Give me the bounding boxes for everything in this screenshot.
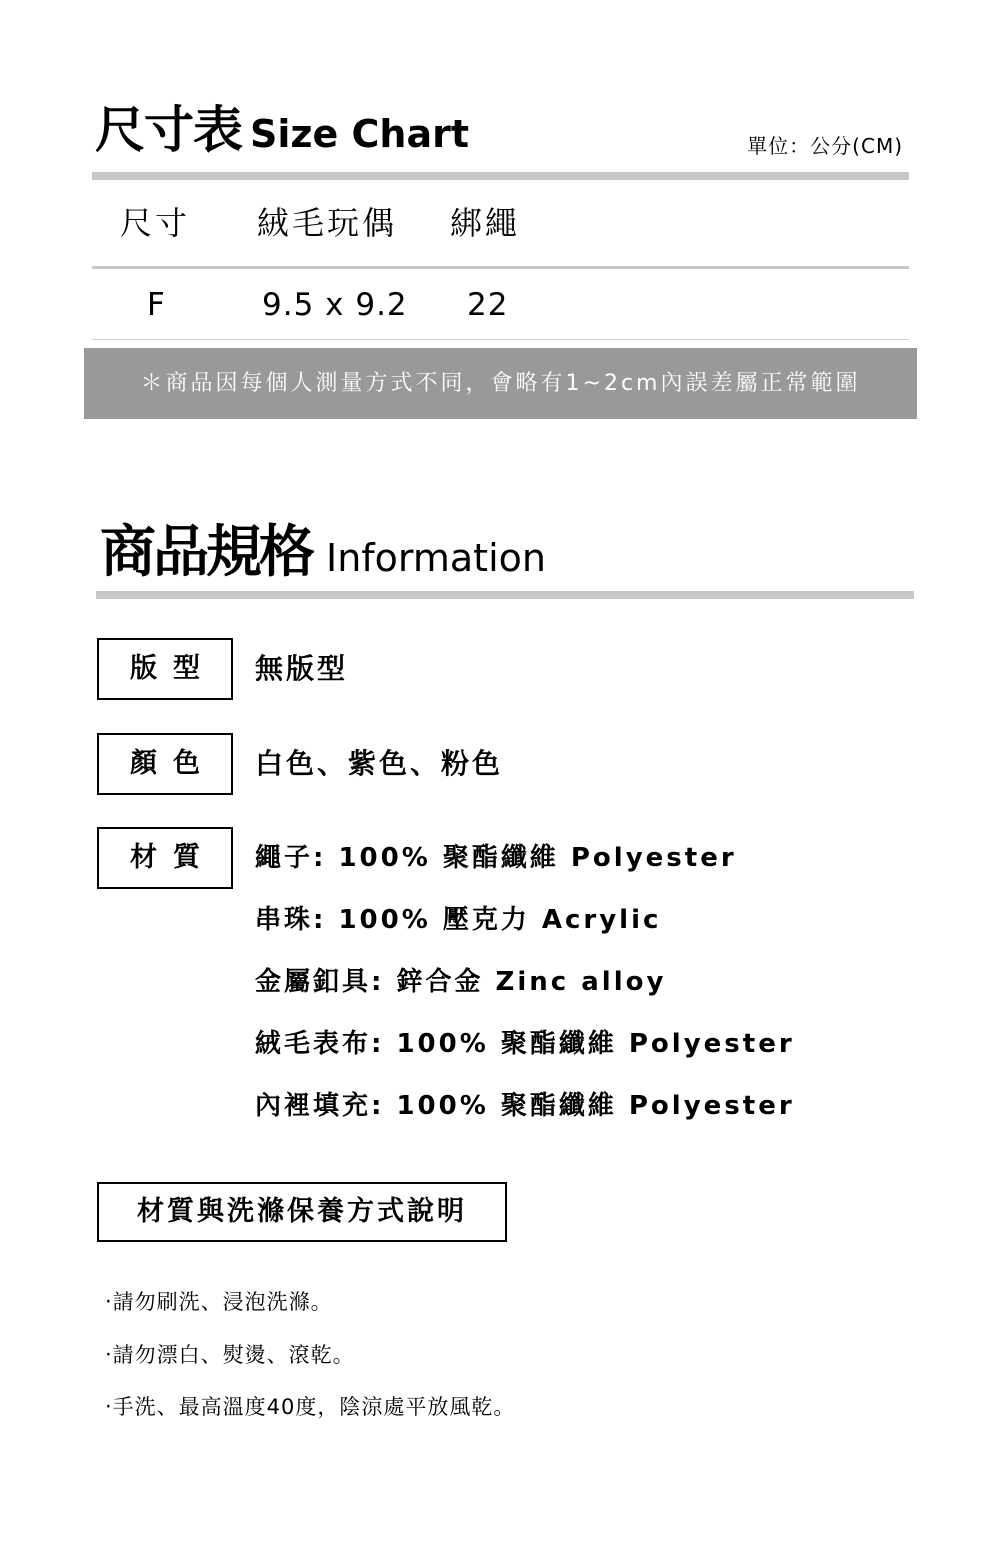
row-plush-value: 9.5 x 9.2 bbox=[262, 287, 408, 323]
size-chart-title-zh: 尺寸表 bbox=[95, 101, 242, 159]
info-title bbox=[100, 520, 546, 591]
measurement-note: ＊商品因每個人測量方式不同，會略有1~2cm內誤差屬正常範圍 bbox=[84, 348, 917, 419]
info-divider bbox=[96, 591, 914, 599]
care-item: ‧手洗、最高溫度40度，陰涼處平放風乾。 bbox=[105, 1395, 516, 1419]
spec-label-color: 顏色 bbox=[97, 733, 233, 795]
care-title: 材質與洗滌保養方式說明 bbox=[97, 1182, 507, 1242]
size-chart-title bbox=[95, 100, 469, 164]
material-beads: 串珠: 100% 壓克力 Acrylic bbox=[255, 905, 662, 935]
row-divider bbox=[92, 339, 909, 340]
header-size: 尺寸 bbox=[120, 204, 191, 242]
unit-label: 單位：公分(CM) bbox=[747, 134, 903, 158]
header-plush: 絨毛玩偶 bbox=[257, 204, 398, 242]
size-chart-top-divider bbox=[92, 172, 909, 180]
row-size-value: F bbox=[147, 287, 166, 323]
spec-value-color: 白色、紫色、粉色 bbox=[255, 747, 504, 780]
info-title-zh: 商品規格 bbox=[100, 520, 312, 585]
material-plush-fabric: 絨毛表布: 100% 聚酯纖維 Polyester bbox=[255, 1029, 795, 1059]
spec-label-fit: 版型 bbox=[97, 638, 233, 700]
material-filling: 內裡填充: 100% 聚酯纖維 Polyester bbox=[255, 1091, 795, 1121]
care-item: ‧請勿漂白、熨燙、滾乾。 bbox=[105, 1343, 355, 1367]
row-cord-value: 22 bbox=[467, 287, 509, 323]
header-cord: 綁繩 bbox=[450, 204, 521, 242]
info-title-en: Information bbox=[326, 536, 546, 580]
material-cord: 繩子: 100% 聚酯纖維 Polyester bbox=[255, 843, 737, 873]
size-chart-title-en: Size Chart bbox=[250, 112, 470, 156]
material-metal: 金屬釦具: 鋅合金 Zinc alloy bbox=[255, 967, 667, 997]
spec-value-fit: 無版型 bbox=[255, 652, 349, 685]
header-divider bbox=[92, 266, 909, 269]
spec-label-material: 材質 bbox=[97, 827, 233, 889]
care-item: ‧請勿刷洗、浸泡洗滌。 bbox=[105, 1290, 333, 1314]
